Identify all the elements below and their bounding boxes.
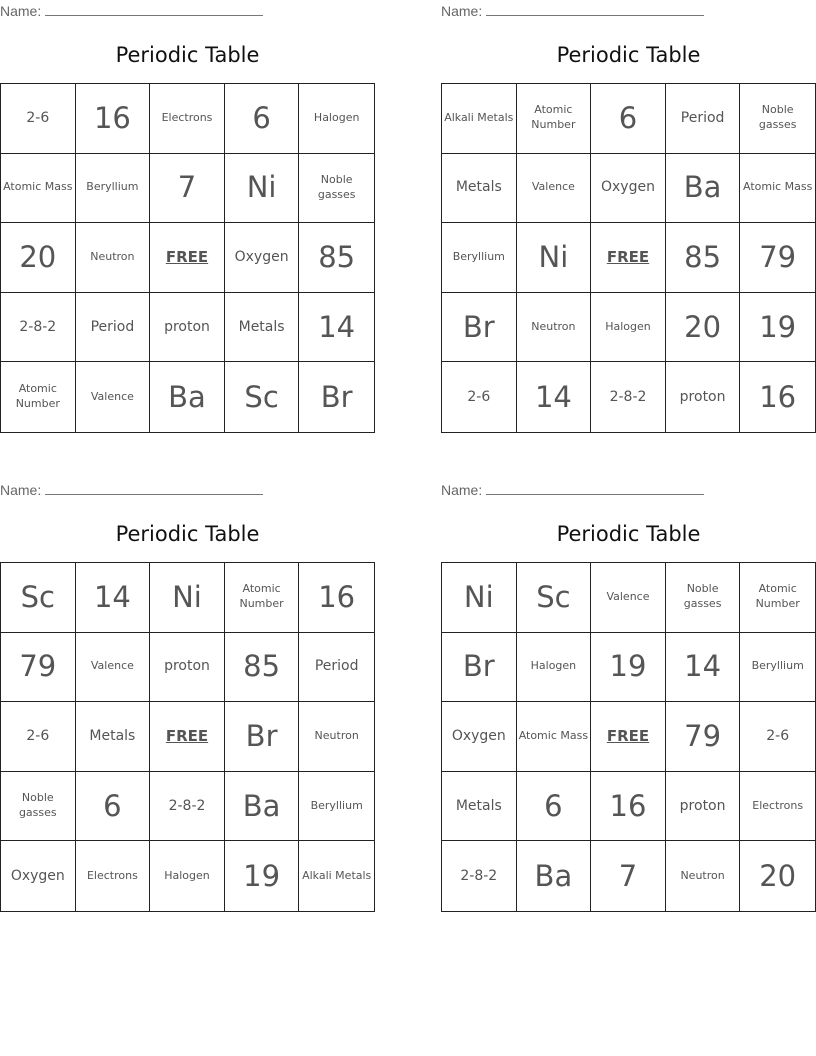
bingo-grid (0, 83, 375, 433)
bingo-cell: proton (150, 293, 225, 363)
bingo-cell: Period (666, 84, 741, 154)
bingo-cell: 79 (740, 223, 815, 293)
bingo-cell: Halogen (299, 84, 374, 154)
bingo-cell: Ni (225, 154, 300, 224)
name-field (0, 481, 263, 499)
bingo-cell: Noble gasses (740, 84, 815, 154)
bingo-cell: Alkali Metals (442, 84, 517, 154)
bingo-cell: Oxygen (1, 841, 76, 911)
bingo-cell: Noble gasses (299, 154, 374, 224)
bingo-cell: Oxygen (225, 223, 300, 293)
bingo-cell: 7 (150, 154, 225, 224)
bingo-grid (0, 562, 375, 912)
bingo-cell: 85 (666, 223, 741, 293)
bingo-card-2 (441, 0, 816, 435)
card-title: Periodic Table (556, 522, 701, 546)
bingo-cell: Electrons (740, 772, 815, 842)
bingo-cell: Valence (76, 633, 151, 703)
name-blank-line (486, 481, 704, 495)
bingo-cell: Neutron (666, 841, 741, 911)
bingo-cell: Valence (591, 563, 666, 633)
bingo-grid (441, 83, 816, 433)
bingo-cell: 14 (666, 633, 741, 703)
bingo-cell: 2-8-2 (442, 841, 517, 911)
bingo-cell: Electrons (150, 84, 225, 154)
bingo-cell: Halogen (150, 841, 225, 911)
bingo-cell: Atomic Number (740, 563, 815, 633)
bingo-cell: Metals (225, 293, 300, 363)
bingo-cell: Alkali Metals (302, 868, 372, 882)
bingo-cell: 16 (299, 563, 374, 633)
bingo-cell: 19 (225, 841, 300, 911)
bingo-cell: Neutron (517, 293, 592, 363)
bingo-cell: 7 (591, 841, 666, 911)
bingo-cell: Ba (666, 154, 741, 224)
bingo-cell: 2-8-2 (1, 293, 76, 363)
bingo-cell: Beryllium (299, 772, 374, 842)
bingo-cell: 19 (591, 633, 666, 703)
bingo-cell: Beryllium (442, 223, 517, 293)
bingo-cell: 16 (759, 379, 797, 414)
bingo-cell: 2-6 (740, 702, 815, 772)
bingo-card-4 (441, 479, 816, 914)
name-blank-line (486, 2, 704, 16)
bingo-cell: Ba (225, 772, 300, 842)
card-title: Periodic Table (115, 43, 260, 67)
bingo-cell: 79 (666, 702, 741, 772)
bingo-cell: Br (442, 633, 517, 703)
bingo-cell: Noble gasses (666, 563, 741, 633)
bingo-cell: 2-8-2 (150, 772, 225, 842)
bingo-cell: Ba (517, 841, 592, 911)
bingo-cell: Period (76, 293, 151, 363)
bingo-cell: Metals (76, 702, 151, 772)
bingo-cell: 14 (299, 293, 374, 363)
bingo-cell: proton (666, 362, 741, 432)
bingo-cell: proton (150, 633, 225, 703)
bingo-cell: 20 (666, 293, 741, 363)
bingo-cell: Metals (442, 154, 517, 224)
name-label: Name: (441, 3, 483, 19)
bingo-cell: 2-6 (442, 362, 517, 432)
bingo-cell: Atomic Number (1, 362, 76, 432)
name-field (441, 2, 704, 20)
bingo-cell: 6 (591, 84, 666, 154)
bingo-cell: 6 (225, 84, 300, 154)
bingo-cell: Sc (1, 563, 76, 633)
bingo-cell: Neutron (299, 702, 374, 772)
bingo-cell: 16 (591, 772, 666, 842)
free-space-cell: FREE (591, 702, 666, 772)
bingo-cell: Halogen (591, 293, 666, 363)
bingo-cell: 20 (1, 223, 76, 293)
free-space-cell: FREE (591, 223, 666, 293)
bingo-cell: 2-8-2 (591, 362, 666, 432)
card-title: Periodic Table (556, 43, 701, 67)
bingo-cell: 85 (299, 223, 374, 293)
bingo-cell: 6 (76, 772, 151, 842)
bingo-cell: Ni (150, 563, 225, 633)
bingo-cell: Sc (517, 563, 592, 633)
bingo-cell: Ba (150, 362, 225, 432)
bingo-card-3 (0, 479, 375, 914)
bingo-cell: 6 (517, 772, 592, 842)
bingo-cell: 85 (225, 633, 300, 703)
name-field (0, 2, 263, 20)
bingo-cell: Oxygen (591, 154, 666, 224)
name-label: Name: (0, 3, 42, 19)
free-space-cell: FREE (150, 702, 225, 772)
bingo-cell: 20 (759, 858, 797, 893)
bingo-cell: 19 (740, 293, 815, 363)
bingo-cell: Oxygen (442, 702, 517, 772)
bingo-cell: Br (225, 702, 300, 772)
bingo-cell: Atomic Mass (740, 154, 815, 224)
bingo-cell: Sc (225, 362, 300, 432)
name-blank-line (45, 481, 263, 495)
bingo-cell: Atomic Number (225, 563, 300, 633)
name-label: Name: (0, 482, 42, 498)
bingo-cell: Valence (517, 154, 592, 224)
bingo-cell: Br (442, 293, 517, 363)
bingo-cell: Valence (76, 362, 151, 432)
card-title: Periodic Table (115, 522, 260, 546)
bingo-cell: 14 (517, 362, 592, 432)
bingo-cell: Ni (442, 563, 517, 633)
bingo-cell: Noble gasses (1, 772, 76, 842)
bingo-cell: Br (320, 379, 353, 414)
bingo-cell: Atomic Mass (1, 154, 76, 224)
bingo-cell: 79 (1, 633, 76, 703)
name-field (441, 481, 704, 499)
bingo-cell: Period (299, 633, 374, 703)
bingo-cell: 16 (76, 84, 151, 154)
bingo-card-1 (0, 0, 375, 435)
name-label: Name: (441, 482, 483, 498)
bingo-cell: Metals (442, 772, 517, 842)
name-blank-line (45, 2, 263, 16)
bingo-cell: Ni (517, 223, 592, 293)
bingo-cell: Electrons (76, 841, 151, 911)
bingo-cell: Beryllium (76, 154, 151, 224)
bingo-cell: Halogen (517, 633, 592, 703)
bingo-cell: 2-6 (1, 702, 76, 772)
bingo-cell: 14 (76, 563, 151, 633)
bingo-cell: proton (666, 772, 741, 842)
bingo-cell: 2-6 (1, 84, 76, 154)
bingo-cell: Beryllium (740, 633, 815, 703)
bingo-grid (441, 562, 816, 912)
free-space-cell: FREE (150, 223, 225, 293)
bingo-cell: Atomic Mass (517, 702, 592, 772)
bingo-cell: Atomic Number (517, 84, 592, 154)
bingo-cell: Neutron (76, 223, 151, 293)
